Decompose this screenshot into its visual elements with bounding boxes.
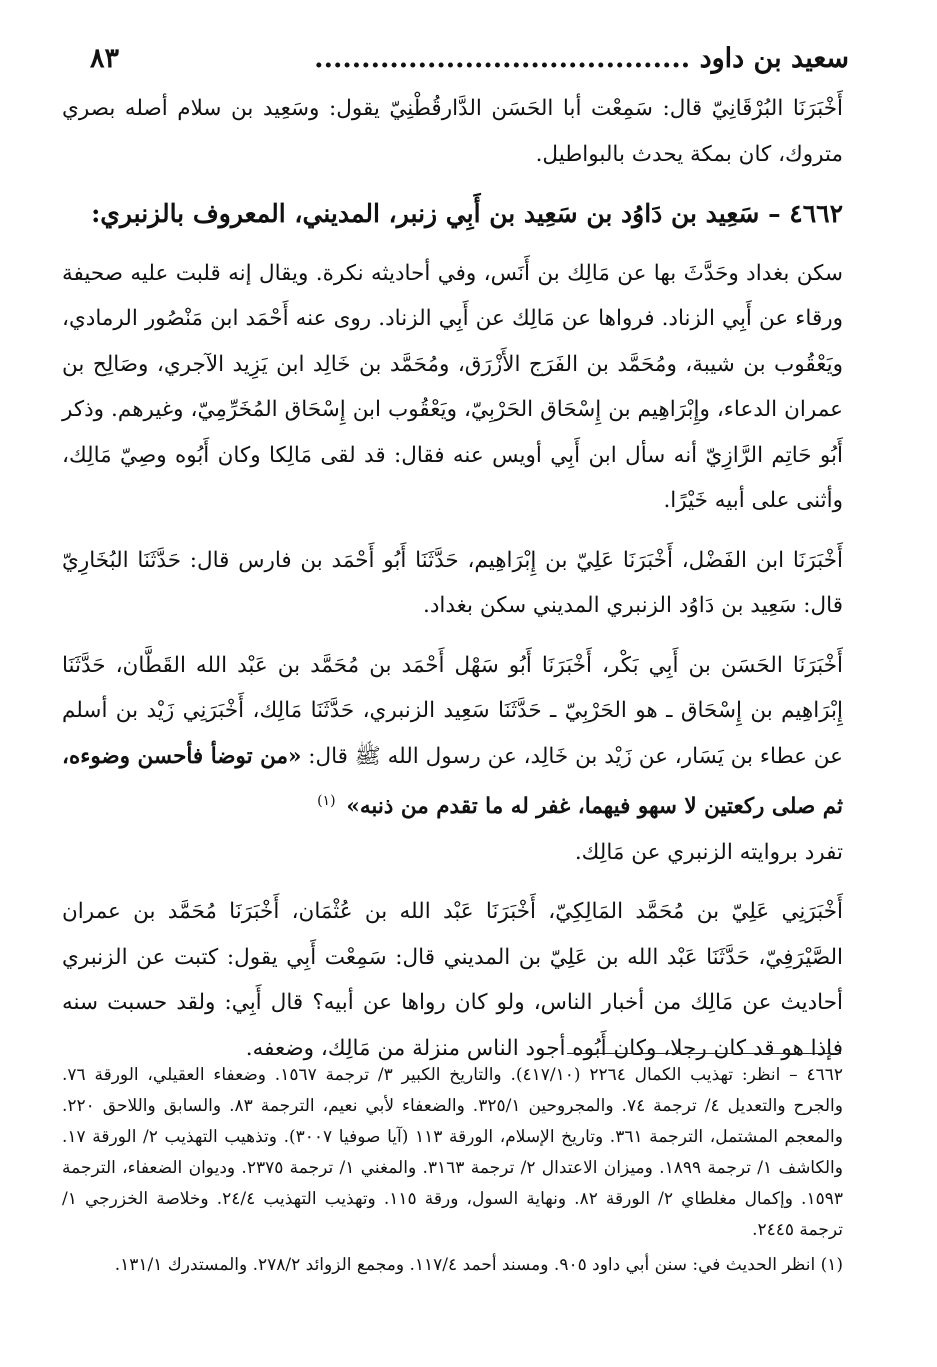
isnad-2-chain: أَخْبَرَنَا الحَسَن بن أَبِي بَكْر، أَخْبَرَنَا أَبُو سَهْل أَحْمَد بن مُحَمَّد بن عَبْد الله القَطَّان، حَدَّثَنَا إِبْرَاهِيم بن إِسْحَاق ـ هو الحَرْبِيّ ـ حَدَّثَنَا سَعِيد الزنبري، حَدَّثَنَا مَالِك، أَخْبَرَنِي زَيْد بن أسلم عن عطاء بن يَسَار، عن زَيْد بن خَالِد، عن رسول الله ﷺ قال: xyxy=(62,652,843,769)
footnote-separator xyxy=(567,1053,841,1054)
isnad-2-conclusion: تفرد بروايته الزنبري عن مَالِك. xyxy=(574,839,843,865)
page-number: ٨٣ xyxy=(90,42,120,74)
isnad-paragraph-2 xyxy=(62,643,843,830)
main-text xyxy=(62,86,843,1085)
running-header xyxy=(90,34,849,82)
biography-paragraph: سكن بغداد وحَدَّثَ بها عن مَالِك بن أَنَس، وفي أحاديثه نكرة. ويقال إنه قلبت عليه صحيفة ورقاء عن أَبِي الزناد. فرواها عن مَالِك عن أَبِي الزناد. روى عنه أَحْمَد ابن مَنْصُور الرمادي، ويَعْقُوب بن شيبة، ومُحَمَّد بن الفَرَج الأَزْرَق، ومُحَمَّد بن خَالِد ابن يَزِيد الآجري، وصَالِح بن عمران الدعاء، وإِبْرَاهِيم بن إِسْحَاق الحَرْبِيّ، ويَعْقُوب ابن إِسْحَاق المُخَرِّمِيّ، وغيرهم. وذكر أَبُو حَاتِم الرَّازِيّ أنه سأل ابن أَبِي أويس عنه فقال: قد لقى مَالِكا وكان أَبُوه وصِيّ مَالِك، وأثنى على أبيه خَيْرًا. xyxy=(62,260,843,513)
isnad-paragraph-1: أَخْبَرَنَا ابن الفَضْل، أَخْبَرَنَا عَلِيّ بن إِبْرَاهِيم، حَدَّثَنَا أَبُو أَحْمَد بن فارس قال: حَدَّثَنَا البُخَارِيّ قال: سَعِيد بن دَاوُد الزنبري المديني سكن بغداد. xyxy=(62,547,843,618)
footnote-1: (١) انظر الحديث في: سنن أبي داود ٩٠٥. ومسند أحمد ١١٧/٤. ومجمع الزوائد ٢٧٨/٢. والمستدرك ١٣١/١. xyxy=(114,1255,843,1275)
running-title: سعيد بن داود ........................................ xyxy=(314,42,849,74)
footnote-entry-4662: ٤٦٦٢ – انظر: تهذيب الكمال ٢٢٦٤ (٤١٧/١٠). والتاريخ الكبير ٣/ ترجمة ١٥٦٧. وضعفاء العقيلي، الورقة ٧٦. والجرح والتعديل ٤/ ترجمة ٧٤. والمجروحين ٣٢٥/١. والضعفاء لأبي نعيم، الترجمة ٨٣. والسابق واللاحق ٢٢٠. والمعجم المشتمل، الترجمة ٣٦١. وتاريخ الإسلام، الورقة ١١٣ (آيا صوفيا ٣٠٠٧). وتذهيب التهذيب ٢/ الورقة ١٧. والكاشف ١/ ترجمة ١٨٩٩. وميزان الاعتدال ٢/ ترجمة ٣١٦٣. والمغني ١/ ترجمة ٢٣٧٥. وديوان الضعفاء، الترجمة ١٥٩٣. وإكمال مغلطاي ٢/ الورقة ٨٢. ونهاية السول، ورقة ١١٥. وتهذيب التهذيب ٢٤/٤. وخلاصة الخزرجي ١/ ترجمة ٢٤٤٥. xyxy=(62,1065,844,1240)
previous-entry-tail: أَخْبَرَنَا البُرْقَانِيّ قال: سَمِعْت أبا الحَسَن الدَّارقُطْنِيّ يقول: وسَعِيد بن سلام أصله بصري متروك، كان بمكة يحدث بالبواطيل. xyxy=(62,96,843,167)
hadith-text: «من توضأ فأحسن وضوءه، ثم صلى ركعتين لا سهو فيهما، غفر له ما تقدم من ذنبه» xyxy=(62,743,843,820)
entry-heading: ٤٦٦٢ – سَعِيد بن دَاوُد بن سَعِيد بن أَبِي زنبر، المديني، المعروف بالزنبري: xyxy=(91,199,843,228)
footnotes xyxy=(62,1060,843,1285)
hadith-footnote-marker: (١) xyxy=(317,793,336,809)
isnad-paragraph-3: أَخْبَرَنِي عَلِيّ بن مُحَمَّد المَالِكِيّ، أَخْبَرَنَا عَبْد الله بن عُثْمَان، أَخْبَرَنَا مُحَمَّد بن عمران الصَّيْرَفِيّ، حَدَّثَنَا عَبْد الله بن عَلِيّ بن المديني قال: سَمِعْت أَبِي يقول: كتبت عن الزنبري أحاديث عن مَالِك من أخبار الناس، ولو كان رواها عن أبيه؟ قال أَبِي: ولقد حسبت سنه فإذا هو قد كان رجلا، وكان أَبُوه أجود الناس منزلة من مَالِك، وضعفه. xyxy=(62,899,843,1061)
